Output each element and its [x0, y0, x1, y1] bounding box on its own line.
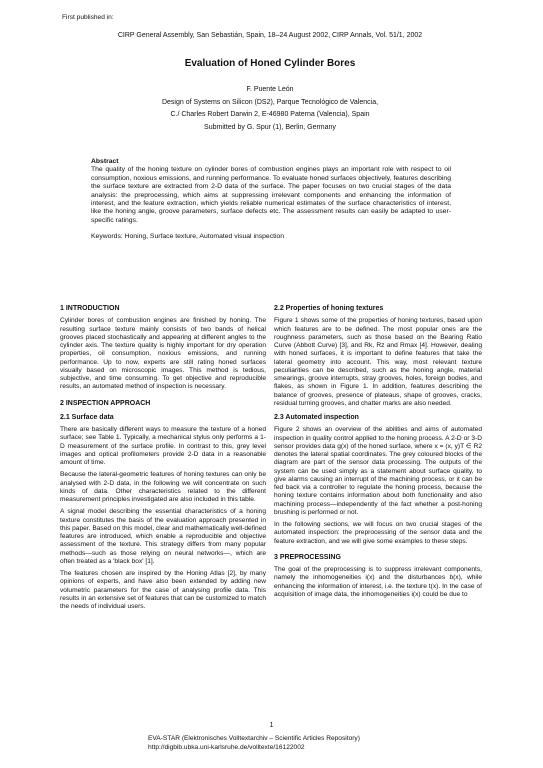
- properties-paragraph: Figure 1 shows some of the properties of honing textures, based upon which features are to be defined. The most popular ones are the roughness parameters, such as those based on the Bearing Ratio Curve (Abbott Curve) [3], and Rk, Rz and Rmax [4]. However, dealing with honed surfaces, it is important to define features that take the lateral geometry into account. This way, most relevant texture peculiarities can be described, such as the honing angle, material smearings, groove interrupts, stray grooves, holes, foreign bodies, and flakes, as shown in Figure 1. In addition, features describing the balance of grooves, presence of plateaus, shape of grooves, cracks, residual turning grooves, and chatter marks are also needed.: [274, 317, 482, 407]
- section-2-1-heading: 2.1 Surface data: [60, 413, 114, 421]
- surface-data-paragraph-2: Because the lateral-geometric features of honing textures can only be analysed with 2-D data, in the following we will concentrate on such kinds of data. Other characteristics related to the different measurement principles investigated are also included in this table.: [60, 471, 266, 503]
- abstract-text: The quality of the honing texture on cylinder bores of combustion engines plays an important role with respect to oil consumption, noxious emissions, and running performance. To evaluate honed surfaces objectively, features describing the surface texture are extracted from 2-D data of the surface. The paper focuses on two crucial stages of the data analysis: the preprocessing, which aims at suppressing irrelevant components and enhancing the information of interest, and the feature extraction, which yields reliable numerical estimates of the surface characteristics of interest, like the honing angle, groove parameters, surface defects etc. The assessment results can easily be adapted to user-specific ratings.: [91, 166, 451, 224]
- paper-title: Evaluation of Honed Cylinder Bores: [184, 58, 356, 69]
- affiliation-line-1: Design of Systems on Silicon (DS2), Parque Tecnológico de Valencia,: [161, 98, 379, 106]
- section-1-heading: 1 INTRODUCTION: [60, 305, 120, 312]
- abstract-block: [91, 158, 451, 242]
- surface-data-paragraph-4: The features chosen are inspired by the Honing Atlas [2], by many opinions of experts, and have also been extended by adding new volumetric parameters for the case of analysing profile data. This results in an extensive set of features that can be customized to match the needs of individual users.: [60, 570, 266, 610]
- page-number: 1: [269, 722, 274, 729]
- left-column: [60, 305, 266, 615]
- intro-paragraph: Cylinder bores of combustion engines are finished by honing. The resulting surface texture mainly consists of two bands of helical grooves placed stochastically and appearing at different angles to the cylinder axis. The texture quality is highly important for dry operation properties, oil consumption, noxious emissions, and running performance. Up to now, experts are still rating honed surfaces visually based on microscopic images. This method is tedious, subjective, and time consuming. To get objective and reproducible results, an automated method of inspection is necessary.: [60, 317, 266, 391]
- section-2-heading: 2 INSPECTION APPROACH: [60, 399, 151, 407]
- author-name: F. Puente León: [246, 86, 294, 93]
- section-3-heading: 3 PREPROCESSING: [274, 553, 341, 561]
- venue-line: CIRP General Assembly, San Sebastián, Spain, 18–24 August 2002, CIRP Annals, Vol. 51/1, 2002: [117, 32, 423, 39]
- automated-inspection-paragraph-1: Figure 2 shows an overview of the abilities and aims of automated inspection in quality control applied to the honing process. A 2-D or 3-D sensor provides data g(x) of the honed surface, where x = (x, y)T ∈ R2 denotes the lateral spatial coordinates. The grey coloured blocks of the diagram are part of the sensor data processing. The outputs of the system can be used simply as a statement about surface quality, to give alarms causing an interrupt of the machining process, or it can be fed back via a controller to regulate the honing process, because the honing texture contains information about both functionality and also machining process—independently of the fact whether a post-honing brushing is performed or not.: [274, 426, 482, 516]
- repository-name: EVA-STAR (Elektronisches Volltextarchiv – Scientific Articles Repository): [148, 735, 360, 742]
- first-published-note: First published in:: [62, 14, 114, 21]
- section-2-2-heading: 2.2 Properties of honing textures: [274, 305, 384, 312]
- surface-data-paragraph-3: A signal model describing the essential characteristics of a honing texture constitutes the basis of the evaluation approach presented in this paper. Based on this model, clear and mathematically well-defined features are introduced, which enable a reproducible and objective assessment of the texture. This strategy differs from many popular methods—such as those relying on neural networks—, which are often treated as a 'black box' [1].: [60, 508, 266, 565]
- section-2-3-heading: 2.3 Automated inspection: [274, 414, 359, 421]
- preprocessing-paragraph: The goal of the preprocessing is to suppress irrelevant components, namely the inhomogeneities i(x) and the disturbances b(x), while enhancing the information of interest, i.e. the texture t(x). In the case of acquisition of image data, the inhomogeneities i(x) could be due to: [274, 566, 482, 598]
- footer-block: [148, 734, 360, 752]
- author-block: [60, 84, 480, 134]
- keywords: Keywords: Honing, Surface texture, Automated visual inspection: [91, 233, 285, 241]
- surface-data-paragraph-1: There are basically different ways to measure the texture of a honed surface; see Table 1. Typically, a mechanical stylus only performs a 1-D measurement of the surface profile. In contrast to this, grey level images and optical profilometers provide 2-D data in a reasonable amount of time.: [60, 426, 266, 466]
- automated-inspection-paragraph-2: In the following sections, we will focus on two crucial stages of the automated inspection: the preprocessing of the sensor data and the feature extraction, and we will give some examples to these steps.: [274, 521, 482, 545]
- submitted-by: Submitted by G. Spur (1), Berlin, Germany: [204, 123, 336, 131]
- repository-url[interactable]: http://digbib.ubka.uni-karlsruhe.de/volltexte/16122002: [148, 744, 305, 751]
- affiliation-line-2: C./ Charles Robert Darwin 2, E-46980 Paterna (Valencia), Spain: [170, 111, 370, 118]
- abstract-heading: Abstract: [91, 158, 119, 165]
- right-column: [274, 305, 482, 603]
